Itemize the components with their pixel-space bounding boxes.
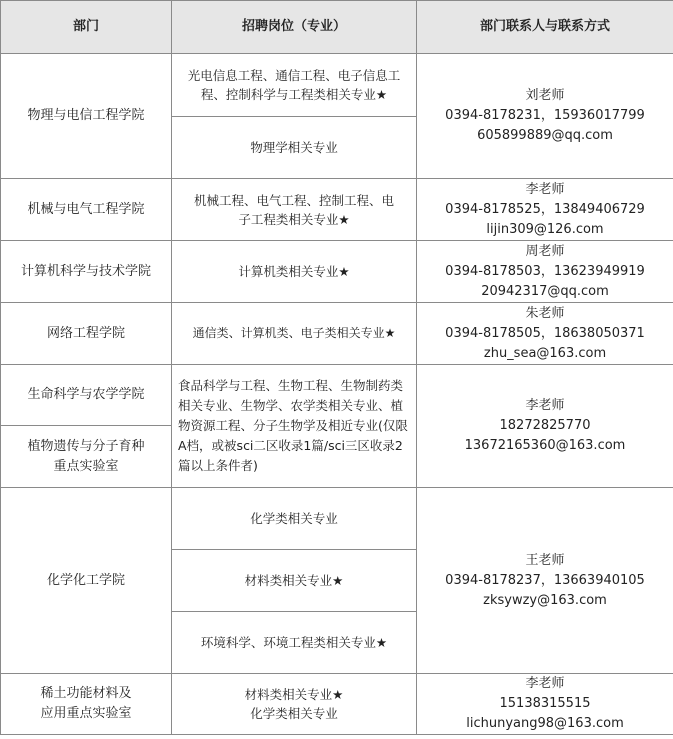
contact-name: 李老师 <box>525 181 565 197</box>
position-cell: 物理学相关专业 <box>172 117 417 179</box>
table-row <box>1 241 673 303</box>
position-cell: 化学类相关专业 <box>172 488 417 550</box>
contact-cell <box>417 241 673 303</box>
position-cell: 材料类相关专业★ <box>172 550 417 612</box>
dept-line: 植物遗传与分子育种 <box>27 438 145 454</box>
dept-line: 重点实验室 <box>53 458 119 474</box>
position-cell: 机械工程、电气工程、控制工程、电子工程类相关专业★ <box>172 179 417 241</box>
contact-name: 朱老师 <box>525 305 565 321</box>
contact-phone: 18272825770 <box>499 418 591 433</box>
contact-email: 605899889@qq.com <box>477 128 613 143</box>
position-cell: 光电信息工程、通信工程、电子信息工程、控制科学与工程类相关专业★ <box>172 54 417 117</box>
contact-cell <box>417 674 673 735</box>
contact-email: lijin309@126.com <box>486 221 604 237</box>
contact-name: 李老师 <box>525 398 565 413</box>
position-cell: 计算机类相关专业★ <box>172 241 417 303</box>
contact-cell <box>417 488 673 674</box>
contact-email: 13672165360@163.com <box>464 438 626 453</box>
contact-email: zksywzy@163.com <box>483 592 607 608</box>
table-row <box>1 488 673 550</box>
dept-cell: 化学化工学院 <box>1 488 172 674</box>
dept-cell <box>1 674 172 735</box>
contact-email: 20942317@qq.com <box>481 283 609 299</box>
contact-cell <box>417 303 673 365</box>
dept-cell: 计算机科学与技术学院 <box>1 241 172 303</box>
position-cell: 通信类、计算机类、电子类相关专业★ <box>172 303 417 365</box>
table-row <box>1 674 673 735</box>
position-line: 材料类相关专业★ <box>244 687 344 702</box>
position-cell <box>172 674 417 735</box>
table-row <box>1 365 673 426</box>
header-contact: 部门联系人与联系方式 <box>417 1 673 54</box>
contact-email: lichunyang98@163.com <box>466 716 624 731</box>
table-row <box>1 303 673 365</box>
dept-cell: 生命科学与农学学院 <box>1 365 172 426</box>
contact-phone: 0394-8178231，15936017799 <box>445 108 645 123</box>
dept-cell: 物理与电信工程学院 <box>1 54 172 179</box>
contact-name: 周老师 <box>525 243 565 259</box>
contact-name: 王老师 <box>525 552 565 568</box>
contact-email: zhu_sea@163.com <box>483 345 607 361</box>
header-row <box>1 1 673 54</box>
contact-phone: 0394-8178525，13849406729 <box>445 201 645 217</box>
contact-phone: 0394-8178237，13663940105 <box>445 572 645 588</box>
contact-cell <box>417 179 673 241</box>
contact-cell <box>417 365 673 488</box>
table-row <box>1 179 673 241</box>
contact-phone: 15138315515 <box>499 696 591 711</box>
table-row <box>1 54 673 117</box>
dept-line: 应用重点实验室 <box>40 706 132 721</box>
dept-cell <box>1 426 172 488</box>
position-cell: 环境科学、环境工程类相关专业★ <box>172 612 417 674</box>
contact-name: 李老师 <box>525 676 565 691</box>
contact-name: 刘老师 <box>525 88 565 103</box>
position-cell: 食品科学与工程、生物工程、生物制药类相关专业、生物学、农学类相关专业、植物资源工程、分子生物学及相近专业(仅限A档，或被sci二区收录1篇/sci三区收录2篇以上条件者) <box>172 365 417 488</box>
contact-cell <box>417 54 673 179</box>
position-line: 化学类相关专业 <box>250 706 338 721</box>
contact-phone: 0394-8178505，18638050371 <box>445 325 645 341</box>
contact-phone: 0394-8178503，13623949919 <box>445 263 645 279</box>
dept-cell: 机械与电气工程学院 <box>1 179 172 241</box>
header-position: 招聘岗位（专业） <box>172 1 417 54</box>
dept-cell: 网络工程学院 <box>1 303 172 365</box>
header-dept: 部门 <box>1 1 172 54</box>
dept-line: 稀土功能材料及 <box>40 686 132 701</box>
